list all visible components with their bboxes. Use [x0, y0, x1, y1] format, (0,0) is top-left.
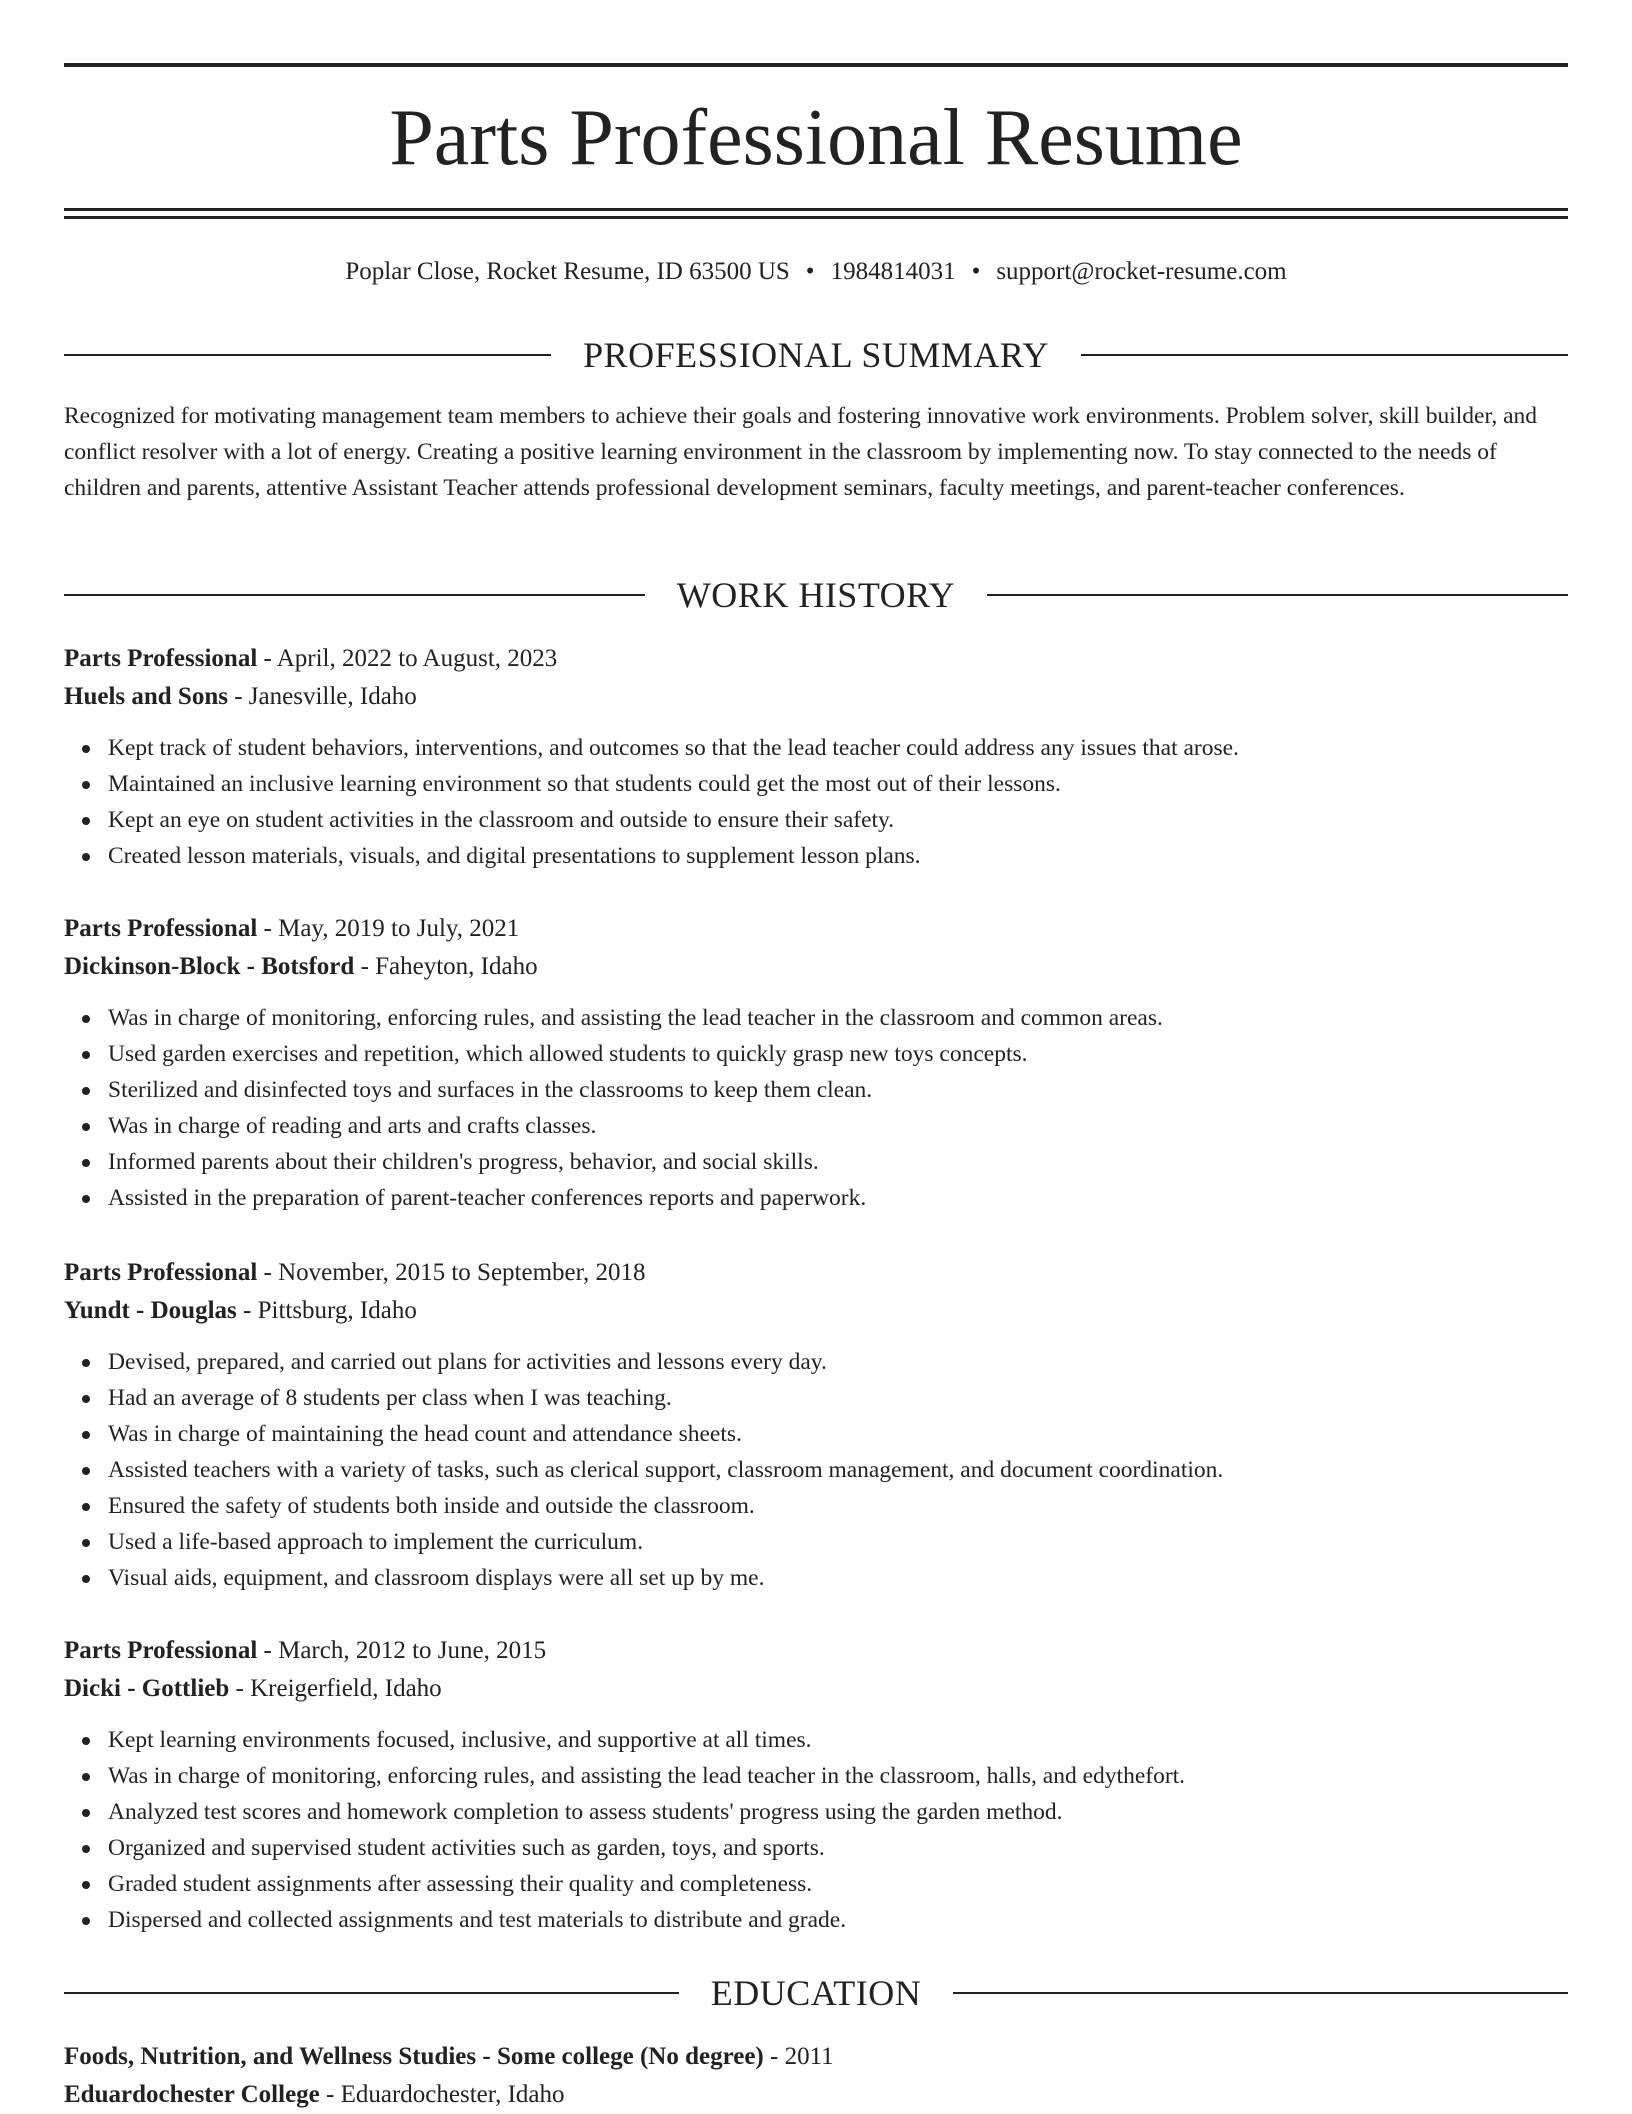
title-double-rule-upper: [64, 208, 1568, 211]
job-title: Parts Professional: [64, 645, 258, 672]
heading-rule-right: [1081, 354, 1568, 356]
job-bullet: Sterilized and disinfected toys and surfaces in the classrooms to keep them clean.: [108, 1072, 1568, 1108]
education-section-heading: [64, 1971, 1568, 2015]
heading-rule-left: [64, 594, 645, 596]
heading-rule-left: [64, 1992, 679, 1994]
job-title: Parts Professional: [64, 1259, 258, 1286]
job-dates: - November, 2015 to September, 2018: [257, 1259, 646, 1286]
resume-title: Parts Professional Resume: [389, 94, 1243, 182]
title-double-rule-lower: [64, 216, 1568, 219]
job-title-line: [64, 1254, 1568, 1292]
summary-section-heading: [64, 333, 1568, 377]
job-title-line: [64, 640, 1568, 678]
education-location: - Eduardochester, Idaho: [319, 2081, 565, 2108]
job-entry: [64, 1254, 1568, 1596]
job-bullets: [64, 730, 1568, 874]
job-company-line: [64, 1670, 1568, 1708]
job-bullet: Analyzed test scores and homework completion to assess students' progress using the garden method.: [108, 1794, 1568, 1830]
job-entry: [64, 910, 1568, 1216]
job-bullet: Organized and supervised student activities such as garden, toys, and sports.: [108, 1830, 1568, 1866]
education-heading-label: EDUCATION: [710, 1973, 922, 2013]
top-rule: [64, 63, 1568, 67]
education-school-line: [64, 2076, 1568, 2114]
job-dates: - April, 2022 to August, 2023: [257, 645, 558, 672]
job-bullet: Assisted in the preparation of parent-teacher conferences reports and paperwork.: [108, 1180, 1568, 1216]
job-bullet: Kept an eye on student activities in the classroom and outside to ensure their safety.: [108, 802, 1568, 838]
work-heading-label: WORK HISTORY: [676, 575, 956, 615]
job-bullet: Maintained an inclusive learning environment so that students could get the most out of their lessons.: [108, 766, 1568, 802]
job-company: Dickinson-Block - Botsford: [64, 953, 355, 980]
work-section-heading: [64, 573, 1568, 617]
education-degree-line: [64, 2038, 1568, 2076]
job-company: Huels and Sons: [64, 683, 228, 710]
job-location: - Pittsburg, Idaho: [236, 1297, 417, 1324]
job-bullet: Kept track of student behaviors, interventions, and outcomes so that the lead teacher could address any issues that arose.: [108, 730, 1568, 766]
education-school: Eduardochester College: [64, 2081, 320, 2108]
education-entry: [64, 2038, 1568, 2114]
job-bullets: [64, 1722, 1568, 1938]
job-bullet: Created lesson materials, visuals, and digital presentations to supplement lesson plans.: [108, 838, 1568, 874]
job-dates: - March, 2012 to June, 2015: [257, 1637, 547, 1664]
contact-separator: •: [805, 258, 815, 285]
job-bullet: Was in charge of maintaining the head count and attendance sheets.: [108, 1416, 1568, 1452]
education-year: - 2011: [763, 2043, 834, 2070]
job-dates: - May, 2019 to July, 2021: [257, 915, 520, 942]
contact-phone: 1984814031: [830, 258, 956, 285]
job-location: - Faheyton, Idaho: [354, 953, 538, 980]
job-title: Parts Professional: [64, 915, 258, 942]
job-bullet: Graded student assignments after assessing their quality and completeness.: [108, 1866, 1568, 1902]
job-company-line: [64, 1292, 1568, 1330]
job-company-line: [64, 948, 1568, 986]
job-entry: [64, 640, 1568, 874]
job-bullet: Kept learning environments focused, inclusive, and supportive at all times.: [108, 1722, 1568, 1758]
job-bullet: Had an average of 8 students per class when I was teaching.: [108, 1380, 1568, 1416]
heading-rule-right: [987, 594, 1568, 596]
job-bullet: Ensured the safety of students both inside and outside the classroom.: [108, 1488, 1568, 1524]
job-title-line: [64, 910, 1568, 948]
job-location: - Janesville, Idaho: [227, 683, 417, 710]
job-title: Parts Professional: [64, 1637, 258, 1664]
job-company: Yundt - Douglas: [64, 1297, 237, 1324]
job-company-line: [64, 678, 1568, 716]
job-company: Dicki - Gottlieb: [64, 1675, 230, 1702]
summary-heading-label: PROFESSIONAL SUMMARY: [583, 335, 1049, 375]
job-bullet: Was in charge of monitoring, enforcing rules, and assisting the lead teacher in the classroom and common areas.: [108, 1000, 1568, 1036]
contact-line: [64, 255, 1568, 289]
job-bullets: [64, 1000, 1568, 1216]
job-entry: [64, 1632, 1568, 1938]
job-bullet: Visual aids, equipment, and classroom displays were all set up by me.: [108, 1560, 1568, 1596]
job-bullet: Assisted teachers with a variety of tasks, such as clerical support, classroom management, and document coordination.: [108, 1452, 1568, 1488]
job-bullet: Informed parents about their children's progress, behavior, and social skills.: [108, 1144, 1568, 1180]
job-bullets: [64, 1344, 1568, 1596]
job-bullet: Used garden exercises and repetition, which allowed students to quickly grasp new toys concepts.: [108, 1036, 1568, 1072]
heading-rule-right: [953, 1992, 1568, 1994]
job-bullet: Was in charge of monitoring, enforcing rules, and assisting the lead teacher in the classroom, halls, and edythefort.: [108, 1758, 1568, 1794]
job-bullet: Was in charge of reading and arts and crafts classes.: [108, 1108, 1568, 1144]
contact-email: support@rocket-resume.com: [996, 258, 1287, 285]
job-bullet: Used a life-based approach to implement the curriculum.: [108, 1524, 1568, 1560]
job-bullet: Dispersed and collected assignments and test materials to distribute and grade.: [108, 1902, 1568, 1938]
job-title-line: [64, 1632, 1568, 1670]
summary-text: Recognized for motivating management team members to achieve their goals and fostering innovative work environments. Problem solver, skill builder, and conflict resolver with a lot of energy. Creating a positive learning environment in the classroom by implementing now. To stay connected to the needs of children and parents, attentive Assistant Teacher attends professional development seminars, faculty meetings, and parent-teacher conferences.: [64, 403, 1538, 501]
education-degree: Foods, Nutrition, and Wellness Studies - Some college (No degree): [64, 2043, 764, 2070]
job-bullet: Devised, prepared, and carried out plans for activities and lessons every day.: [108, 1344, 1568, 1380]
contact-address: Poplar Close, Rocket Resume, ID 63500 US: [345, 258, 790, 285]
contact-separator: •: [971, 258, 981, 285]
job-location: - Kreigerfield, Idaho: [229, 1675, 442, 1702]
heading-rule-left: [64, 354, 551, 356]
